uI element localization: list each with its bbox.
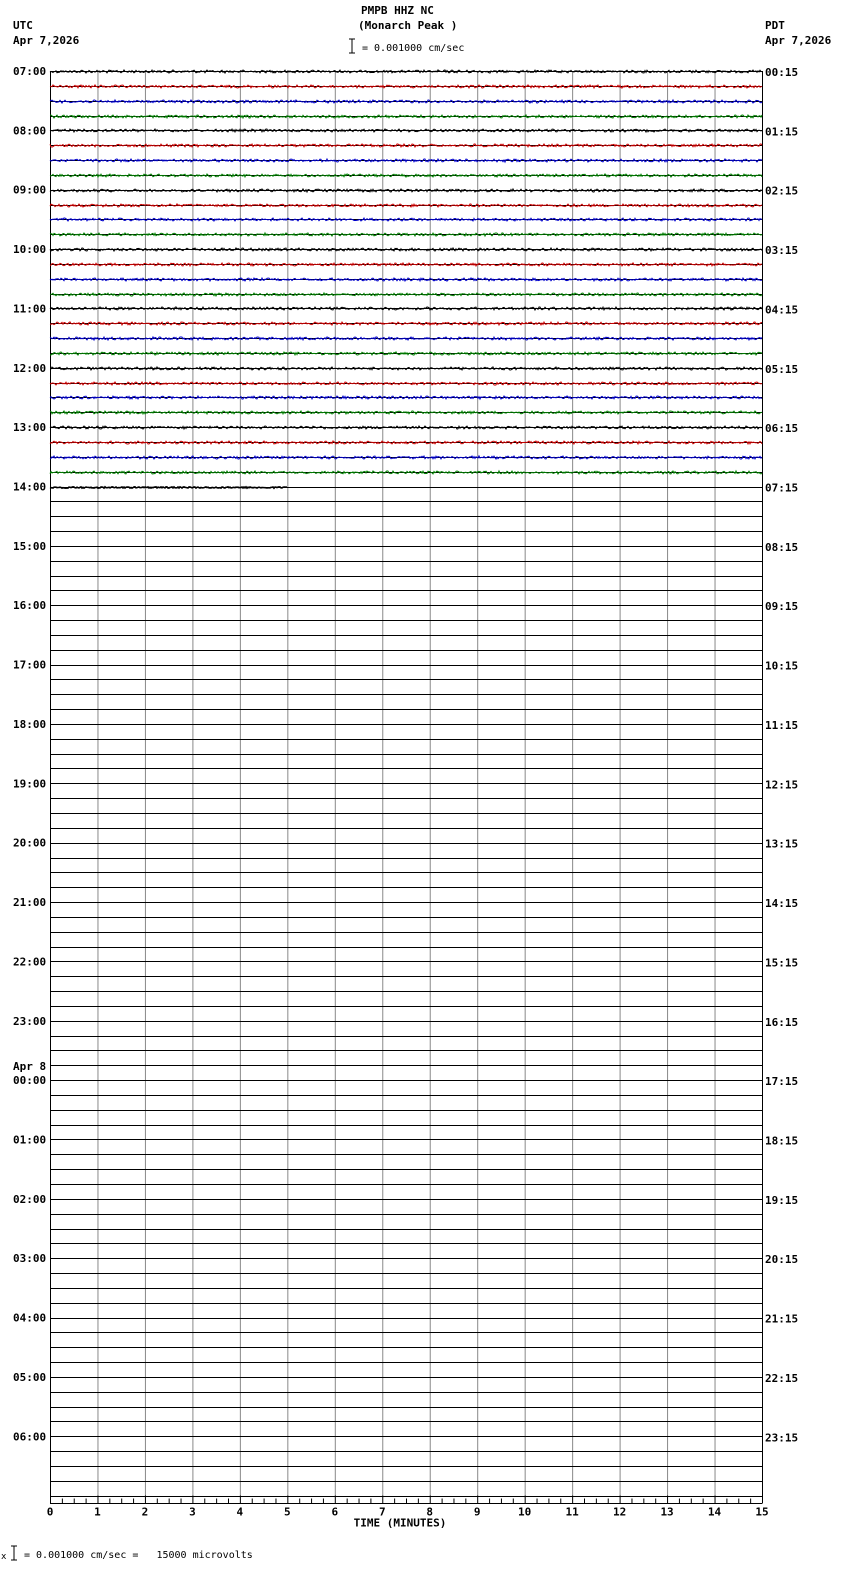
seismic-trace [50,396,762,399]
date-change-label: Apr 8 [13,1060,47,1074]
utc-hour-label: 23:00 [13,1014,47,1028]
x-tick-label: 13 [660,1505,674,1519]
pdt-hour-label: 08:15 [765,540,799,554]
seismic-trace [50,352,762,355]
pdt-hour-label: 03:15 [765,244,799,258]
x-tick-label: 0 [46,1505,54,1519]
pdt-hour-label: 13:15 [765,837,799,851]
pdt-hour-label: 23:15 [765,1431,799,1445]
pdt-hour-label: 02:15 [765,184,799,198]
right-date-label: Apr 7,2026 [765,34,832,47]
pdt-hour-label: 04:15 [765,303,799,317]
seismic-trace [50,85,762,88]
pdt-hour-label: 11:15 [765,718,799,732]
utc-hour-label: 01:00 [13,1133,47,1147]
utc-hour-label: 16:00 [13,599,47,613]
pdt-hour-label: 17:15 [765,1075,799,1089]
x-tick-label: 9 [473,1505,481,1519]
x-tick-label: 12 [612,1505,627,1519]
pdt-hour-label: 16:15 [765,1015,799,1029]
utc-hour-label: 20:00 [13,836,47,850]
pdt-hour-label: 20:15 [765,1253,799,1267]
x-tick-label: 6 [331,1505,339,1519]
utc-hour-label: 13:00 [13,421,47,435]
utc-hour-label: 19:00 [13,777,47,791]
seismic-trace [50,159,762,162]
pdt-hour-label: 05:15 [765,362,799,376]
utc-hour-label: 00:00 [13,1074,47,1088]
utc-hour-label: 09:00 [13,183,47,197]
utc-hour-label: 06:00 [13,1430,47,1444]
utc-hour-label: 08:00 [13,124,47,138]
utc-hour-label: 07:00 [13,65,47,78]
utc-hour-label: 11:00 [13,302,47,316]
utc-hour-label: 14:00 [13,480,47,494]
utc-hour-label: 04:00 [13,1311,47,1325]
utc-hour-label: 17:00 [13,658,47,672]
pdt-hour-label: 21:15 [765,1312,799,1326]
utc-hour-label: 21:00 [13,896,47,910]
pdt-hour-label: 01:15 [765,125,799,139]
utc-hour-labels [13,65,46,1443]
scale-label: = 0.001000 cm/sec [362,43,465,54]
seismic-trace [50,204,762,207]
utc-hour-label: 22:00 [13,955,47,969]
x-tick-label: 14 [707,1505,722,1519]
utc-hour-label: 15:00 [13,539,47,553]
x-tick-label: 3 [189,1505,196,1519]
station-location: (Monarch Peak ) [358,19,458,32]
x-tick-label: 2 [141,1505,149,1519]
utc-hour-label: 10:00 [13,243,47,257]
seismic-trace [50,426,762,429]
pdt-hour-label: 06:15 [765,422,799,436]
footer-scale-bar-icon [10,1545,18,1561]
pdt-hour-label: 18:15 [765,1134,799,1148]
right-timezone-label: PDT [765,19,785,32]
x-tick-label: 7 [378,1505,386,1519]
pdt-hour-label: 14:15 [765,897,799,911]
pdt-hour-label: 00:15 [765,66,799,79]
pdt-hour-label: 22:15 [765,1371,799,1385]
x-axis [47,1496,769,1530]
x-tick-label: 11 [565,1505,579,1519]
x-tick-label: 1 [94,1505,101,1519]
x-tick-label: 8 [426,1505,434,1519]
seismic-trace [50,233,762,236]
pdt-hour-label: 10:15 [765,659,799,673]
pdt-hour-label: 07:15 [765,481,799,495]
x-tick-label: 10 [518,1505,532,1519]
row-lines [50,72,762,1497]
footer-marker: x [1,1552,7,1562]
seismic-trace [50,411,762,414]
seismic-trace [50,129,762,132]
pdt-hour-label: 12:15 [765,778,799,792]
x-axis-title: TIME (MINUTES) [353,1516,447,1530]
x-tick-label: 15 [755,1505,769,1519]
utc-hour-label: 02:00 [13,1192,47,1206]
pdt-hour-label: 15:15 [765,956,799,970]
left-date-label: Apr 7,2026 [13,34,80,47]
x-tick-label: 5 [284,1505,291,1519]
utc-hour-label: 05:00 [13,1370,47,1384]
pdt-hour-label: 19:15 [765,1193,799,1207]
pdt-hour-label: 09:15 [765,600,799,614]
x-tick-label: 4 [236,1505,244,1519]
utc-hour-label: 12:00 [13,361,47,375]
pdt-hour-labels [765,66,798,1444]
utc-hour-label: 18:00 [13,717,47,731]
footer-scale-label: = 0.001000 cm/sec = 15000 microvolts [24,1550,253,1561]
utc-hour-label: 03:00 [13,1252,47,1266]
station-title: PMPB HHZ NC [361,4,434,17]
left-timezone-label: UTC [13,19,33,32]
